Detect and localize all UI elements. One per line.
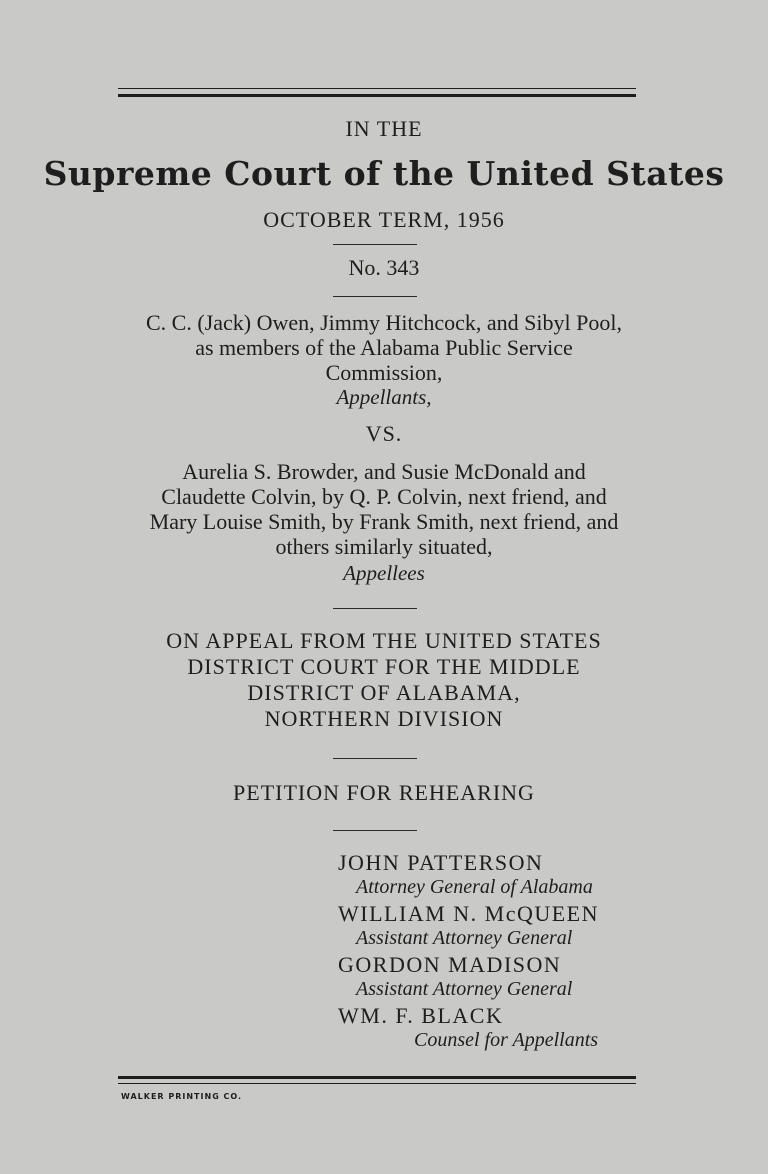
- appellees-line: others similarly situated,: [275, 534, 493, 559]
- divider: [333, 608, 417, 609]
- appellants-line: C. C. (Jack) Owen, Jimmy Hitchcock, and Sibyl Pool,: [145, 310, 622, 335]
- counsel-title: Assistant Attorney General: [356, 927, 573, 949]
- appellants-line: Commission,: [325, 360, 443, 385]
- bottom-rule-thick: [118, 1076, 636, 1079]
- petition-title: PETITION FOR REHEARING: [233, 780, 535, 805]
- counsel-name: WM. F. BLACK: [338, 1003, 504, 1028]
- appellants-role: Appellants,: [336, 385, 432, 409]
- divider: [333, 244, 417, 245]
- term-heading: OCTOBER TERM, 1956: [263, 207, 505, 232]
- appeal-line: DISTRICT OF ALABAMA,: [247, 680, 521, 705]
- top-rule-thin: [118, 88, 636, 89]
- counsel-title: Attorney General of Alabama: [356, 876, 593, 898]
- appeal-line: DISTRICT COURT FOR THE MIDDLE: [187, 654, 581, 679]
- in-the-heading: IN THE: [345, 116, 423, 141]
- divider: [333, 758, 417, 759]
- bottom-rule-thin: [118, 1083, 636, 1084]
- appeal-line: ON APPEAL FROM THE UNITED STATES: [166, 628, 602, 653]
- appellees-line: Aurelia S. Browder, and Susie McDonald and: [182, 459, 586, 484]
- divider: [333, 830, 417, 831]
- top-rule-thick: [118, 94, 636, 97]
- counsel-name: GORDON MADISON: [338, 952, 562, 977]
- counsel-name: WILLIAM N. McQUEEN: [338, 901, 599, 926]
- versus: VS.: [365, 421, 403, 446]
- appellants-line: as members of the Alabama Public Service: [195, 335, 573, 360]
- case-number: No. 343: [348, 255, 420, 280]
- appellees-line: Claudette Colvin, by Q. P. Colvin, next friend, and: [161, 484, 607, 509]
- court-name: Supreme Court of the United States: [43, 154, 725, 193]
- printer-imprint: WALKER PRINTING CO.: [121, 1092, 243, 1101]
- counsel-name: JOHN PATTERSON: [338, 850, 544, 875]
- counsel-title: Counsel for Appellants: [414, 1029, 599, 1051]
- appellees-role: Appellees: [343, 561, 425, 585]
- appeal-line: NORTHERN DIVISION: [264, 706, 504, 731]
- divider: [333, 296, 417, 297]
- counsel-title: Assistant Attorney General: [356, 978, 573, 1000]
- appellees-line: Mary Louise Smith, by Frank Smith, next friend, and: [149, 509, 619, 534]
